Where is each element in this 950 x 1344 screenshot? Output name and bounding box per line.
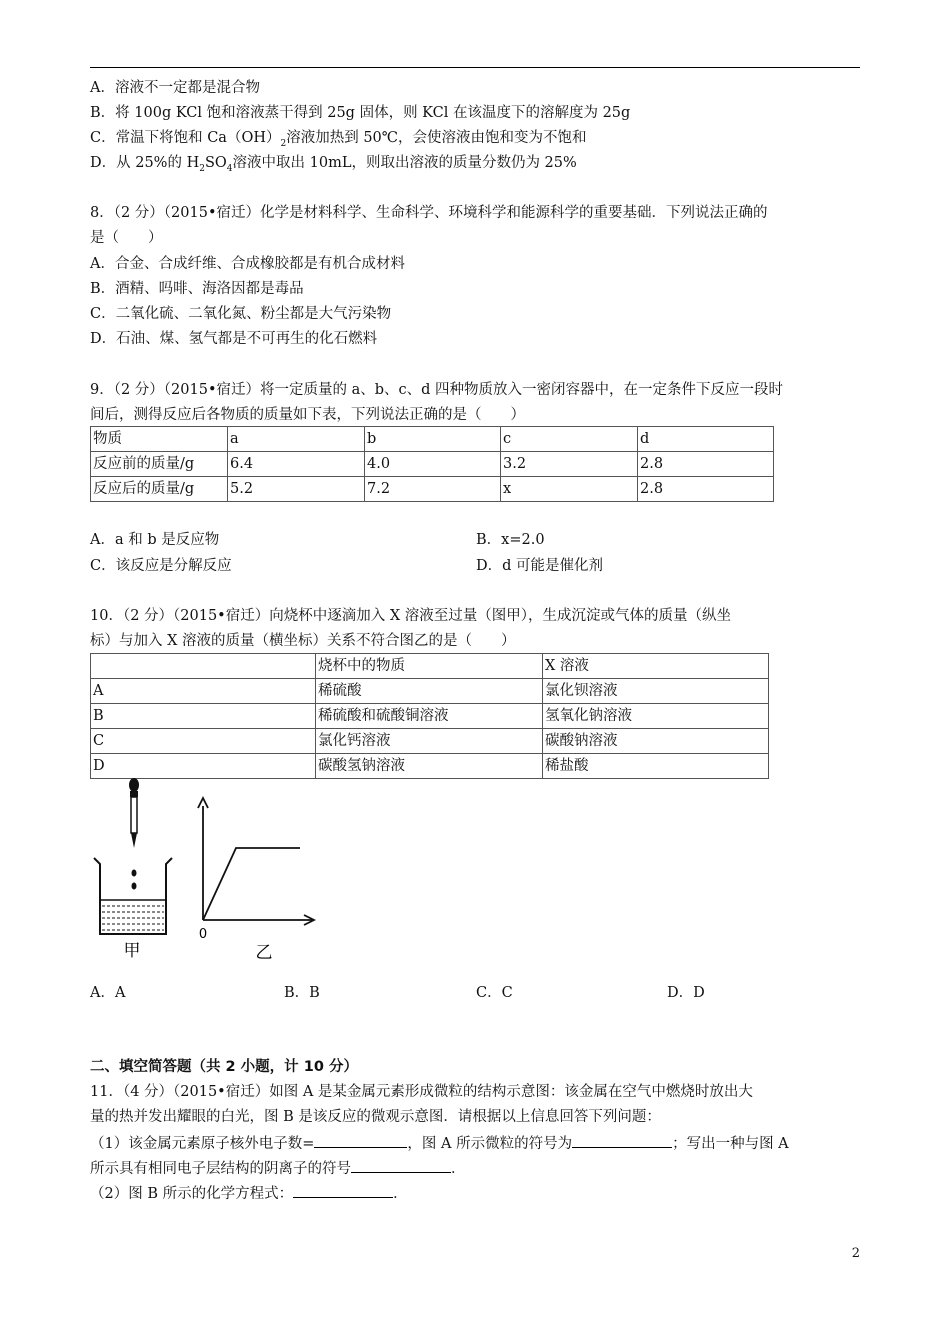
answer-blank[interactable] bbox=[314, 1133, 407, 1148]
q8-option-a: A．合金、合成纤维、合成橡胶都是有机合成材料 bbox=[90, 256, 405, 272]
table-cell: 2.8 bbox=[638, 477, 774, 502]
table-cell: 稀硫酸 bbox=[316, 679, 543, 704]
table-cell: 2.8 bbox=[638, 452, 774, 477]
table-row bbox=[91, 754, 769, 779]
table-cell: 稀盐酸 bbox=[543, 754, 769, 779]
q9-mass-table bbox=[90, 426, 774, 502]
q9-option-d: D．d 可能是催化剂 bbox=[476, 558, 604, 574]
table-cell: B bbox=[91, 704, 316, 729]
q7-option-d: D．从 25%的 $H_2SO_4$溶液中取出 10mL，则取出溶液的质量分数仍为 25% bbox=[90, 155, 577, 174]
page-number: 2 bbox=[851, 1246, 860, 1261]
q11-stem-line2: 量的热并发出耀眼的白光，图 B 是该反应的微观示意图．请根据以上信息回答下列问题： bbox=[90, 1109, 661, 1125]
table-cell: a bbox=[228, 427, 365, 452]
figure-label-yi: 乙 bbox=[255, 943, 273, 963]
table-cell: b bbox=[365, 427, 501, 452]
table-row bbox=[91, 477, 774, 502]
table-cell: 稀硫酸和硫酸铜溶液 bbox=[316, 704, 543, 729]
q10-options-table bbox=[90, 653, 769, 779]
table-cell: 5.2 bbox=[228, 477, 365, 502]
q7-option-a: A．溶液不一定都是混合物 bbox=[90, 80, 260, 96]
dropper-icon bbox=[129, 778, 139, 890]
answer-blank[interactable] bbox=[351, 1158, 451, 1173]
graph-axes bbox=[198, 798, 314, 925]
table-cell: 氯化钙溶液 bbox=[316, 729, 543, 754]
q7-option-c: C．常温下将饱和 $Ca(OH)_2$溶液加热到 50℃，会使溶液由饱和变为不饱和 bbox=[90, 130, 587, 149]
answer-blank[interactable] bbox=[572, 1133, 672, 1148]
table-cell: 4.0 bbox=[365, 452, 501, 477]
table-cell: 反应前的质量/g bbox=[91, 452, 228, 477]
table-cell: X 溶液 bbox=[543, 654, 769, 679]
table-row bbox=[91, 654, 769, 679]
q8-option-c: C．二氧化硫、二氧化氮、粉尘都是大气污染物 bbox=[90, 306, 392, 322]
q10-option-b: B．B bbox=[284, 985, 320, 1001]
q10-stem-line1: 10．（2 分）（2015•宿迁）向烧杯中逐滴加入 X 溶液至过量（图甲），生成沉淀或气体的质量（纵坐 bbox=[90, 608, 732, 624]
q10-stem-line2: 标）与加入 X 溶液的质量（横坐标）关系不符合图乙的是（ ） bbox=[90, 633, 516, 649]
graph-origin-label: 0 bbox=[198, 927, 208, 942]
table-cell: 6.4 bbox=[228, 452, 365, 477]
table-cell: 氢氧化钠溶液 bbox=[543, 704, 769, 729]
q9-option-c: C．该反应是分解反应 bbox=[90, 558, 232, 574]
q11-part2: （2）图 B 所示的化学方程式： ． bbox=[90, 1183, 408, 1204]
q8-stem-line2: 是（ ） bbox=[90, 230, 163, 246]
q10-option-c: C．C bbox=[476, 985, 513, 1001]
q9-stem-line1: 9．（2 分）（2015•宿迁）将一定质量的 a、b、c、d 四种物质放入一密闭容器中，在一定条件下反应一段时 bbox=[90, 382, 784, 398]
q8-option-b: B．酒精、吗啡、海洛因都是毒品 bbox=[90, 281, 304, 297]
q11-part1-line2: 所示具有相同电子层结构的阴离子的符号 ． bbox=[90, 1158, 466, 1179]
table-row bbox=[91, 427, 774, 452]
figure-label-jia: 甲 bbox=[123, 941, 141, 961]
q10-figure bbox=[92, 778, 322, 968]
table-cell: 碳酸氢钠溶液 bbox=[316, 754, 543, 779]
table-cell bbox=[91, 654, 316, 679]
table-cell: 氯化钡溶液 bbox=[543, 679, 769, 704]
table-cell: 7.2 bbox=[365, 477, 501, 502]
section-heading: 二、填空简答题（共 2 小题，计 10 分） bbox=[90, 1059, 358, 1075]
table-row bbox=[91, 729, 769, 754]
table-cell: 物质 bbox=[91, 427, 228, 452]
header-rule bbox=[90, 67, 860, 68]
q8-stem-line1: 8．（2 分）（2015•宿迁）化学是材料科学、生命科学、环境科学和能源科学的重要基础．下列说法正确的 bbox=[90, 205, 768, 221]
q10-option-a: A．A bbox=[90, 985, 126, 1001]
q11-stem-line1: 11．（4 分）（2015•宿迁）如图 A 是某金属元素形成微粒的结构示意图：该金属在空气中燃烧时放出大 bbox=[90, 1084, 753, 1100]
q9-option-a: A．a 和 b 是反应物 bbox=[90, 532, 220, 548]
table-cell: D bbox=[91, 754, 316, 779]
table-cell: 反应后的质量/g bbox=[91, 477, 228, 502]
table-cell: c bbox=[501, 427, 638, 452]
table-cell: 3.2 bbox=[501, 452, 638, 477]
table-cell: A bbox=[91, 679, 316, 704]
table-row bbox=[91, 679, 769, 704]
table-cell: x bbox=[501, 477, 638, 502]
q11-part1-line1: （1）该金属元素原子核外电子数= ，图 A 所示微粒的符号为 ；写出一种与图 A bbox=[90, 1133, 789, 1154]
table-cell: C bbox=[91, 729, 316, 754]
table-cell: 烧杯中的物质 bbox=[316, 654, 543, 679]
q7-option-b: B．将 100g KCl 饱和溶液蒸干得到 25g 固体，则 KCl 在该温度下的溶解度为 25g bbox=[90, 105, 631, 121]
answer-blank[interactable] bbox=[293, 1183, 393, 1198]
q10-option-d: D．D bbox=[667, 985, 705, 1001]
table-cell: d bbox=[638, 427, 774, 452]
q9-stem-line2: 间后，测得反应后各物质的质量如下表，下列说法正确的是（ ） bbox=[90, 407, 525, 423]
table-row bbox=[91, 704, 769, 729]
q9-option-b: B．x=2.0 bbox=[476, 532, 545, 548]
beaker-icon bbox=[94, 858, 172, 934]
table-cell: 碳酸钠溶液 bbox=[543, 729, 769, 754]
table-row bbox=[91, 452, 774, 477]
q8-option-d: D．石油、煤、氢气都是不可再生的化石燃料 bbox=[90, 331, 378, 347]
